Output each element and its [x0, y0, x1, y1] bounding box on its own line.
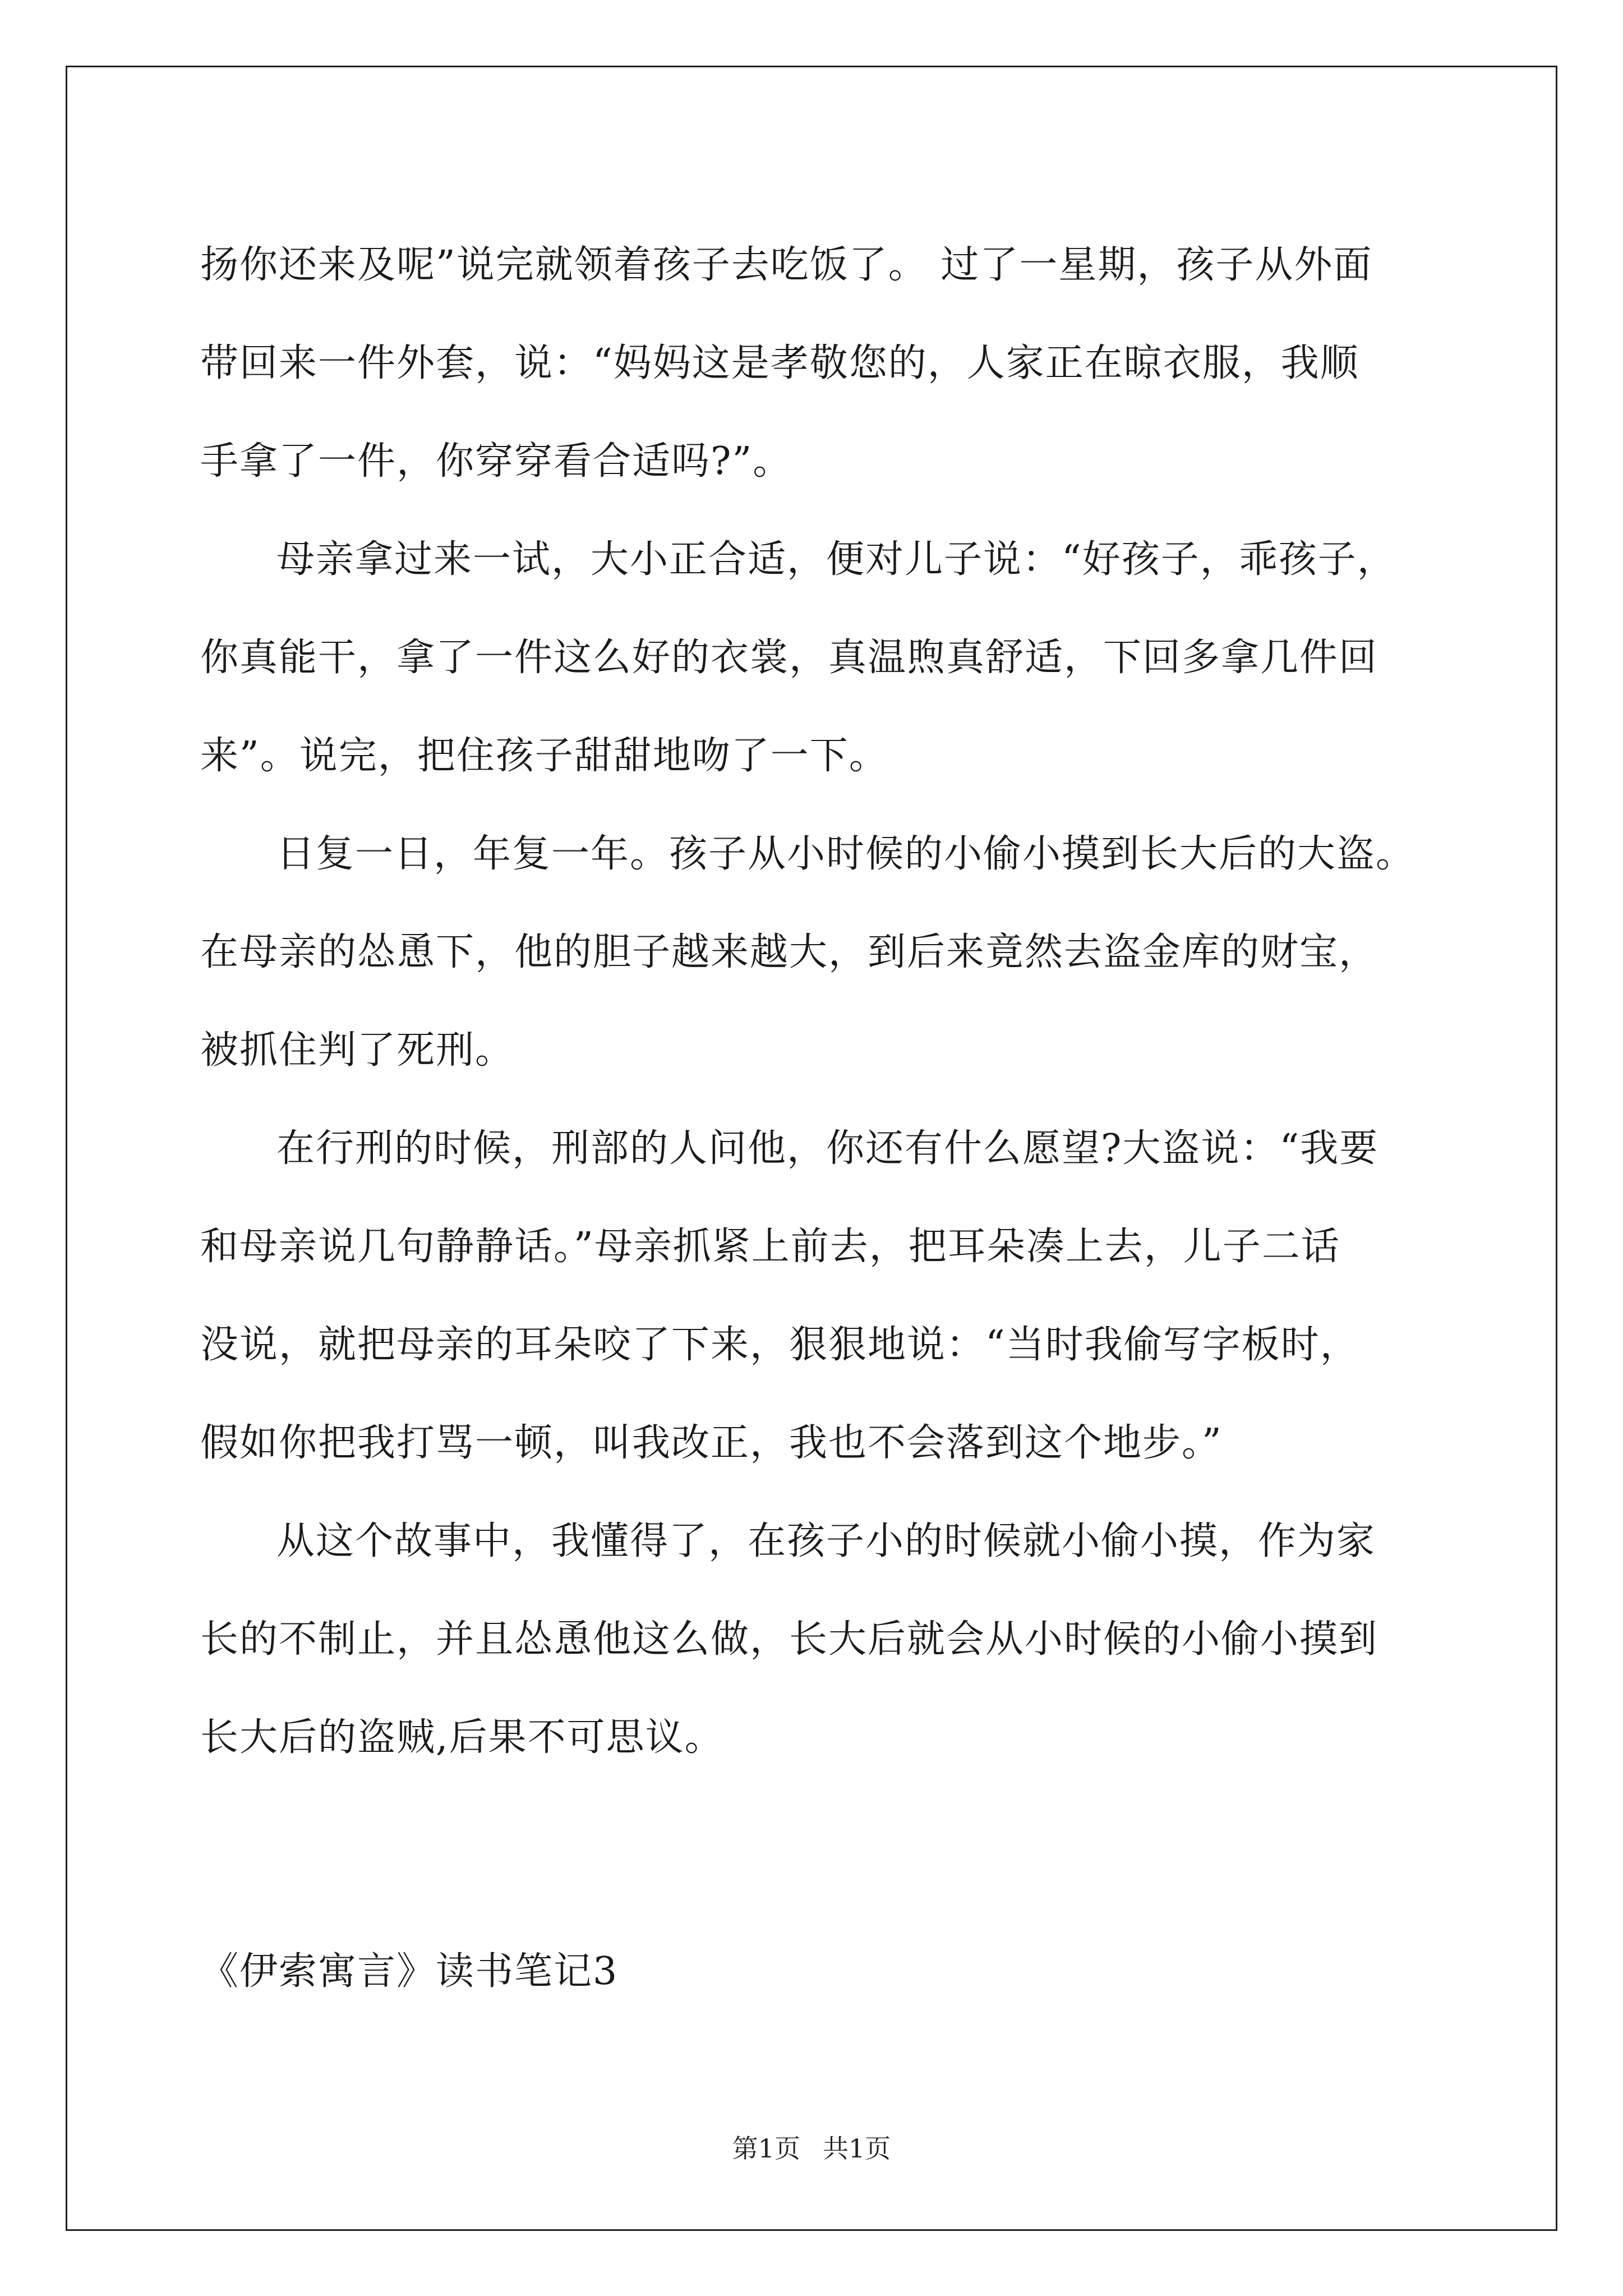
document-body	[200, 216, 1434, 1787]
paragraph-4-line-1: 在行刑的时候，刑部的人问他，你还有什么愿望?大盗说：“我要	[276, 1126, 1379, 1171]
paragraph-5-line-2: 长的不制止，并且怂恿他这么做，长大后就会从小时候的小偷小摸到	[200, 1617, 1378, 1662]
page-footer	[0, 2132, 1623, 2165]
paragraph-1-line-2: 带回来一件外套，说：“妈妈这是孝敬您的，人家正在晾衣服，我顺	[200, 341, 1359, 385]
paragraph-4-line-2: 和母亲说几句静静话。”母亲抓紧上前去，把耳朵凑上去，儿子二话	[200, 1225, 1340, 1269]
paragraph-4-line-3: 没说，就把母亲的耳朵咬了下来，狠狠地说：“当时我偷写字板时，	[200, 1323, 1359, 1367]
paragraph-2-line-3: 来”。说完，把住孩子甜甜地吻了一下。	[200, 734, 888, 778]
paragraph-1-line-1: 扬你还来及呢”说完就领着孩子去吃饭了。 过了一星期，孩子从外面	[200, 243, 1373, 287]
section-heading: 《伊索寓言》读书笔记3	[200, 1949, 619, 1994]
paragraph-2-line-1: 母亲拿过来一试，大小正合适，便对儿子说：“好孩子，乖孩子，	[276, 537, 1396, 582]
paragraph-2-line-2: 你真能干，拿了一件这么好的衣裳，真温煦真舒适，下回多拿几件回	[200, 636, 1378, 680]
paragraph-1-line-3: 手拿了一件，你穿穿看合适吗?”。	[200, 439, 792, 484]
page-number: 第1页	[732, 2133, 800, 2164]
paragraph-3-line-1: 日复一日，年复一年。孩子从小时候的小偷小摸到长大后的大盗。	[276, 832, 1415, 876]
page-total: 共1页	[823, 2133, 891, 2164]
paragraph-5-line-3: 长大后的盗贼,后果不可思议。	[200, 1715, 724, 1760]
paragraph-5-line-1: 从这个故事中，我懂得了，在孩子小的时候就小偷小摸，作为家	[276, 1519, 1376, 1563]
paragraph-3-line-3: 被抓住判了死刑。	[200, 1028, 515, 1073]
paragraph-4-line-4: 假如你把我打骂一顿，叫我改正，我也不会落到这个地步。”	[200, 1421, 1223, 1465]
paragraph-3-line-2: 在母亲的怂恿下，他的胆子越来越大，到后来竟然去盗金库的财宝，	[200, 930, 1378, 974]
